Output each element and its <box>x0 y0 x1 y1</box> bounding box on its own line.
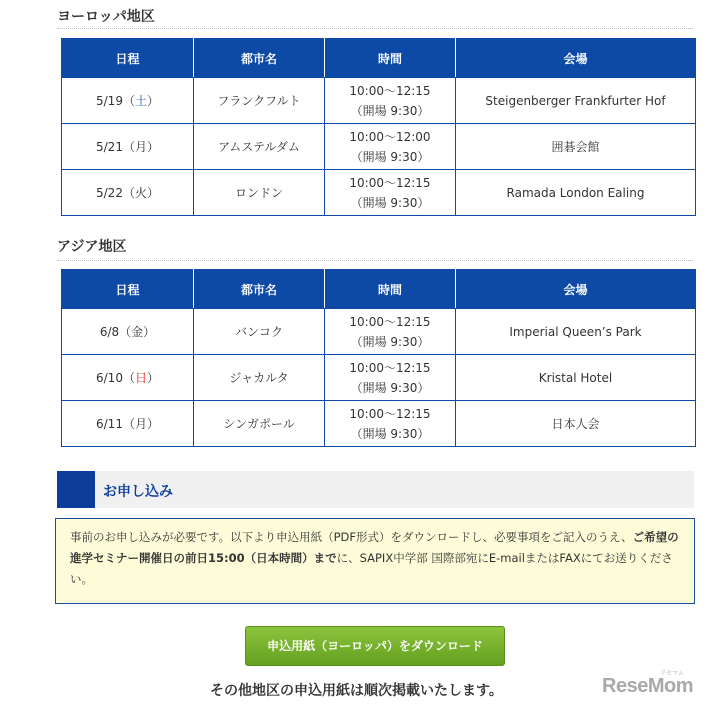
city-cell: ロンドン <box>194 170 325 216</box>
europe-section-title: ヨーロッパ地区 <box>57 9 155 25</box>
apply-notice-box <box>55 518 695 604</box>
time-cell: 10:00〜12:15 （開場 9:30） <box>325 309 456 355</box>
venue-cell: Kristal Hotel <box>456 355 696 401</box>
time-cell: 10:00〜12:15 （開場 9:30） <box>325 401 456 447</box>
notice-text-pre: 事前のお申し込みが必要です。以下より申込用紙（PDF形式）をダウンロードし、必要事項をご記入のうえ、 <box>70 530 633 544</box>
date-cell: 5/19（土） <box>62 78 194 124</box>
time-cell: 10:00〜12:15 （開場 9:30） <box>325 170 456 216</box>
table-row <box>62 124 696 170</box>
venue-cell: Imperial Queen’s Park <box>456 309 696 355</box>
time-cell: 10:00〜12:00 （開場 9:30） <box>325 124 456 170</box>
europe-schedule-table <box>61 38 696 216</box>
table-row <box>62 401 696 447</box>
col-date-header: 日程 <box>62 270 194 309</box>
date-cell: 5/21（月） <box>62 124 194 170</box>
date-cell: 5/22（火） <box>62 170 194 216</box>
venue-cell: 囲碁会館 <box>456 124 696 170</box>
col-city-header: 都市名 <box>194 270 325 309</box>
table-row <box>62 355 696 401</box>
europe-divider <box>57 28 693 29</box>
col-time-header: 時間 <box>325 270 456 309</box>
other-regions-note: その他地区の申込用紙は順次掲載いたします。 <box>210 683 503 699</box>
download-form-button[interactable]: 申込用紙（ヨーロッパ）をダウンロード <box>245 626 505 666</box>
date-cell: 6/8（金） <box>62 309 194 355</box>
date-cell: 6/11（月） <box>62 401 194 447</box>
city-cell: フランクフルト <box>194 78 325 124</box>
date-cell: 6/10（日） <box>62 355 194 401</box>
notice-text-post: に、SAPIX中学部 国際部宛にE-mailまたはFAXにてお送りください。 <box>70 551 673 586</box>
city-cell: アムステルダム <box>194 124 325 170</box>
table-row <box>62 309 696 355</box>
city-cell: ジャカルタ <box>194 355 325 401</box>
city-cell: バンコク <box>194 309 325 355</box>
col-venue-header: 会場 <box>456 270 696 309</box>
city-cell: シンガポール <box>194 401 325 447</box>
apply-heading-bar <box>57 471 694 508</box>
resemom-logo: ReseMom <box>602 675 693 697</box>
heading-accent-block <box>57 471 95 508</box>
col-time-header: 時間 <box>325 39 456 78</box>
asia-divider <box>57 260 693 261</box>
asia-schedule-table <box>61 269 696 447</box>
table-row <box>62 78 696 124</box>
venue-cell: Ramada London Ealing <box>456 170 696 216</box>
apply-heading: お申し込み <box>103 484 173 500</box>
col-city-header: 都市名 <box>194 39 325 78</box>
col-venue-header: 会場 <box>456 39 696 78</box>
venue-cell: 日本人会 <box>456 401 696 447</box>
time-cell: 10:00〜12:15 （開場 9:30） <box>325 355 456 401</box>
time-cell: 10:00〜12:15 （開場 9:30） <box>325 78 456 124</box>
notice-deadline: ご希望の進学セミナー開催日の前日15:00（日本時間）まで <box>70 530 679 565</box>
table-row <box>62 170 696 216</box>
asia-section-title: アジア地区 <box>57 239 127 255</box>
venue-cell: Steigenberger Frankfurter Hof <box>456 78 696 124</box>
logo-kana: リセマム <box>660 670 684 677</box>
col-date-header: 日程 <box>62 39 194 78</box>
